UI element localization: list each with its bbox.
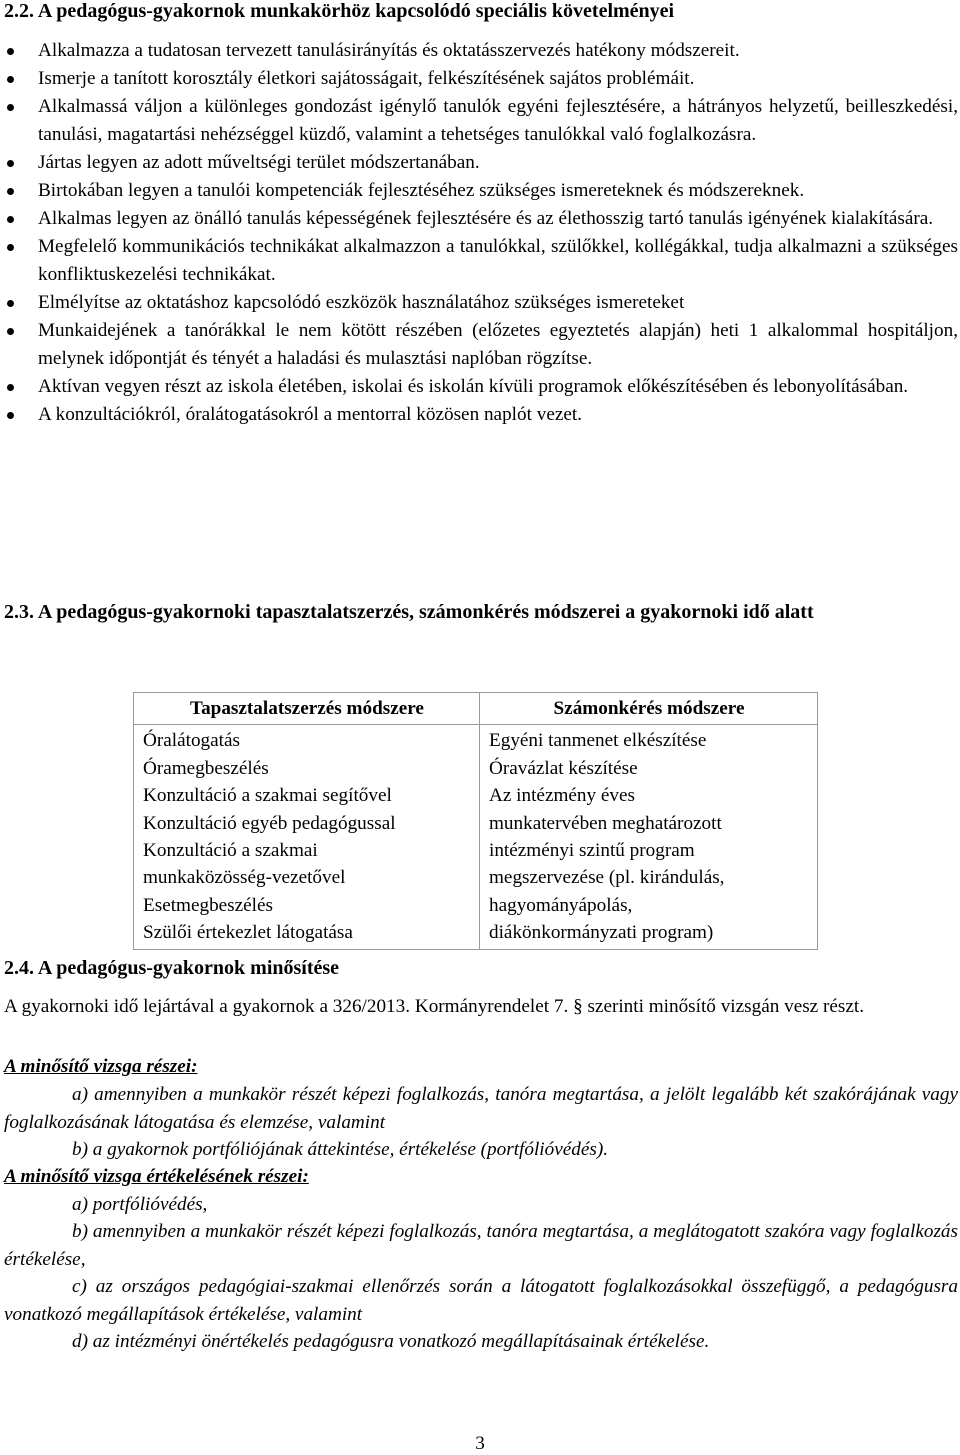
cell-line: Óralátogatás (143, 730, 240, 752)
list-item: Elmélyítse az oktatáshoz kapcsolódó eszközök használatához szükséges ismereteket (0, 289, 958, 317)
evaluation-part-item: d) az intézményi önértékelés pedagógusra vonatkozó megállapításainak értékelése. (72, 1331, 710, 1352)
section-title: A pedagógus-gyakornok munkakörhöz kapcsolódó speciális követelményei (37, 0, 675, 22)
bullet-icon (7, 328, 14, 335)
bullet-icon (7, 48, 14, 55)
bullet-icon (7, 76, 14, 83)
cell-line: munkatervében meghatározott (489, 812, 722, 834)
cell-line: Óramegbeszélés (143, 757, 269, 779)
section-title: A pedagógus-gyakornok minősítése (37, 957, 340, 979)
list-item: Aktívan vegyen részt az iskola életében, iskolai és iskolán kívüli programok előkészítésében és lebonyolításában. (0, 373, 958, 401)
cell-line: Egyéni tanmenet elkészítése (489, 730, 707, 752)
list-item: Ismerje a tanított korosztály életkori sajátosságait, felkészítésének sajátos problémáit. (0, 65, 958, 93)
list-item: Munkaidejének a tanórákkal le nem kötött részében (előzetes egyeztetés alapján) heti 1 alkalommal hospitáljon, melynek időpontját és tényét a haladási és mulasztási naplóban rögzítse. (0, 317, 958, 373)
cell-line: Esetmegbeszélés (143, 894, 273, 916)
evaluation-parts-label: A minősítő vizsga értékelésének részei: (4, 1166, 309, 1187)
section-heading-2-4 (4, 954, 339, 982)
section-heading-2-2 (4, 0, 674, 25)
cell-line: megszervezése (pl. kirándulás, (489, 867, 725, 889)
qualification-intro: A gyakornoki idő lejártával a gyakornok a 326/2013. Kormányrendelet 7. § szerinti minősítő vizsgán vesz részt. (4, 996, 865, 1017)
list-item: Alkalmas legyen az önálló tanulás képességének fejlesztésére és az élethosszig tartó tanulás igényének kialakítására. (0, 205, 958, 233)
table-cell-assessment-methods (480, 725, 818, 949)
evaluation-part-item: a) portfólióvédés, (72, 1194, 208, 1215)
section-title: A pedagógus-gyakornoki tapasztalatszerzés, számonkérés módszerei a gyakornoki idő alatt (37, 601, 814, 623)
cell-line: Az intézmény éves (489, 785, 635, 807)
bullet-icon (7, 412, 14, 419)
cell-line: munkaközösség-vezetővel (143, 867, 346, 889)
requirements-list (0, 37, 958, 429)
exam-part-item: a) amennyiben a munkakör részét képezi foglalkozás, tanóra megtartása, a jelölt legalább két szakórájának vagy foglalkozásának látogatása és elemzése, valamint (4, 1084, 958, 1133)
section-number: 2.4. (4, 957, 34, 979)
exam-parts-label: A minősítő vizsga részei: (4, 1056, 198, 1077)
bullet-icon (7, 104, 14, 111)
cell-line: intézményi szintű program (489, 840, 695, 862)
page-number: 3 (475, 1433, 485, 1454)
table-header-row (134, 693, 818, 725)
cell-line: Konzultáció a szakmai (143, 840, 318, 862)
bullet-icon (7, 244, 14, 251)
list-item: A konzultációkról, óralátogatásokról a mentorral közösen naplót vezet. (0, 401, 958, 429)
list-item: Alkalmazza a tudatosan tervezett tanulásirányítás és oktatásszervezés hatékony módszereit. (0, 37, 958, 65)
cell-line: hagyományápolás, (489, 894, 633, 916)
table-row (134, 725, 818, 949)
exam-part-item: b) a gyakornok portfóliójának áttekintése, értékelése (portfólióvédés). (72, 1139, 609, 1160)
list-item: Jártas legyen az adott műveltségi terület módszertanában. (0, 149, 958, 177)
evaluation-part-item: b) amennyiben a munkakör részét képezi foglalkozás, tanóra megtartása, a meglátogatott szakóra vagy foglalkozás értékelése, (4, 1221, 958, 1270)
methods-table (133, 692, 818, 950)
bullet-icon (7, 188, 14, 195)
cell-line: Konzultáció a szakmai segítővel (143, 785, 392, 807)
table-header-cell: Tapasztalatszerzés módszere (134, 693, 480, 725)
list-item: Megfelelő kommunikációs technikákat alkalmazzon a tanulókkal, szülőkkel, kollégákkal, tudja alkalmazni a szükséges konfliktuskezelési technikákat. (0, 233, 958, 289)
cell-line: Szülői értekezlet látogatása (143, 922, 353, 944)
cell-line: Konzultáció egyéb pedagógussal (143, 812, 396, 834)
section-number: 2.2. (4, 0, 34, 22)
table-header-cell: Számonkérés módszere (480, 693, 818, 725)
cell-line: Óravázlat készítése (489, 757, 638, 779)
bullet-icon (7, 160, 14, 167)
table-cell-experience-methods (134, 725, 480, 949)
list-item: Birtokában legyen a tanulói kompetenciák fejlesztéséhez szükséges ismereteknek és módszereknek. (0, 177, 958, 205)
evaluation-part-item: c) az országos pedagógiai-szakmai ellenőrzés során a látogatott foglalkozásokkal összefüggő, a pedagógusra vonatkozó megállapítások értékelése, valamint (4, 1276, 958, 1325)
bullet-icon (7, 300, 14, 307)
section-number: 2.3. (4, 601, 34, 623)
cell-line: diákönkormányzati program) (489, 922, 714, 944)
bullet-icon (7, 384, 14, 391)
section-heading-2-3 (4, 598, 924, 626)
list-item: Alkalmassá váljon a különleges gondozást igénylő tanulók egyéni fejlesztésére, a hátrányos helyzetű, beilleszkedési, tanulási, magatartási nehézséggel küzdő, valamint a tehetséges tanulókkal való foglalkozásra. (0, 93, 958, 149)
bullet-icon (7, 216, 14, 223)
